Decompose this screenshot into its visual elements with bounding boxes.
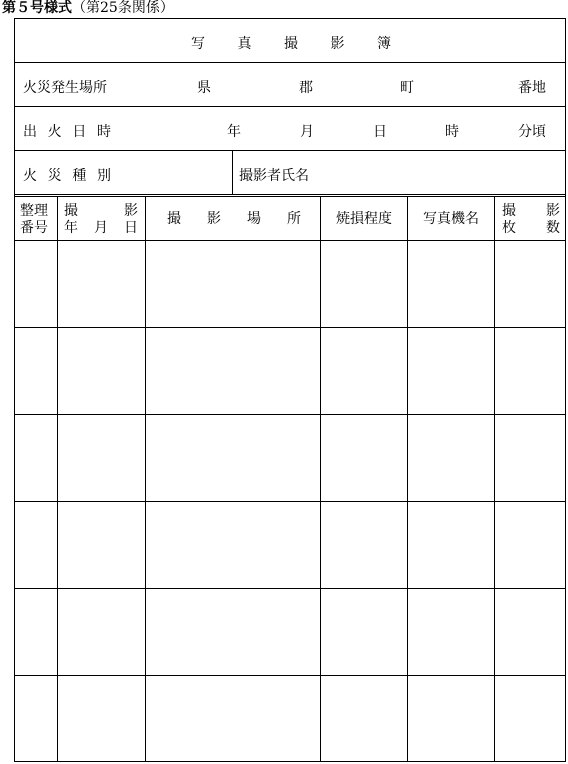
day-label: 日 [373,124,387,140]
photo-register-form [14,18,566,762]
col-header-damage: 焼損程度 [336,211,392,227]
col-divider-4 [407,196,408,761]
table-row [15,501,565,502]
fire-type-row [15,151,565,195]
col-header-place: 撮 影 場 所 [167,211,301,227]
photographer-name-label: 撮影者氏名 [239,168,309,184]
table-row [15,327,565,328]
fire-datetime-row [15,107,565,151]
col-header-camera: 写真機名 [423,211,479,227]
table-row [15,588,565,589]
fire-type-label: 火 災 種 別 [23,168,111,184]
col-divider-1 [57,196,58,761]
form-number: 第５号様式 [2,0,72,16]
county-label: 郡 [299,80,313,96]
form-title: 写 真 撮 影 簿 [191,36,391,52]
form-relation: （第25条関係） [72,0,174,16]
table-row [15,414,565,415]
table-row [15,675,565,676]
header-bottom-rule [15,240,565,241]
year-label: 年 [227,124,241,140]
col-divider-2 [145,196,146,761]
col-divider-5 [494,196,495,761]
minute-label: 分頃 [518,124,546,140]
form-label [2,0,174,16]
town-label: 町 [400,80,414,96]
fire-datetime-label: 出 火 日 時 [23,124,111,140]
col-divider-3 [320,196,321,761]
prefecture-label: 県 [197,80,211,96]
title-row [15,19,565,63]
hour-label: 時 [445,124,459,140]
type-row-divider [232,151,233,195]
col-header-number: 整理 番号 [20,203,48,236]
fire-location-label: 火災発生場所 [23,80,107,96]
col-header-count: 撮 影 枚 数 [502,203,560,236]
section-divider [15,194,565,197]
col-header-date: 撮 影 年 月 日 [64,203,138,236]
fire-location-row [15,63,565,107]
lot-number-label: 番地 [518,80,546,96]
month-label: 月 [300,124,314,140]
